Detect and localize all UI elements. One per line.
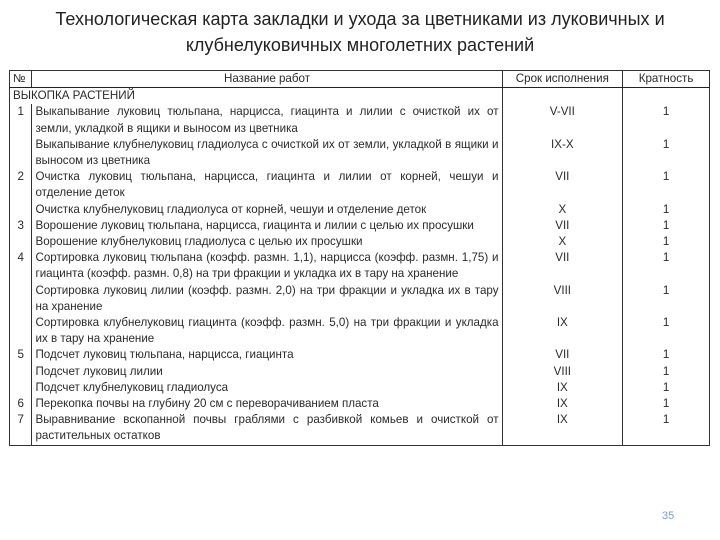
mult-cell: 1 [662, 316, 670, 330]
mult-cell: 1 [662, 283, 670, 297]
work-cell: Очистка луковиц тюльпана, нарцисса, гиацинта и лилии от корней, чешуи и отделение деток [32, 169, 502, 201]
work-cell: Подсчет луковиц тюльпана, нарцисса, гиацинта [32, 347, 502, 363]
table-row [10, 412, 710, 445]
row-number: 7 [10, 412, 32, 445]
table-row [10, 380, 710, 396]
row-number: 2 [10, 169, 32, 218]
section-title: ВЫКОПКА РАСТЕНИЙ [10, 88, 503, 105]
table-row [10, 315, 710, 347]
mult-cell: 1 [662, 202, 670, 216]
row-number: 5 [10, 347, 32, 396]
row-number: 3 [10, 218, 32, 250]
row-number: 1 [10, 104, 32, 169]
term-cell: X [502, 202, 623, 218]
work-cell: Сортировка луковиц лилии (коэфф. размн. 2,0) на три фракции и укладка их в тару на хранение [32, 283, 502, 315]
term-cell: VII [502, 250, 623, 282]
mult-cell: 1 [662, 413, 670, 427]
title-line-2: клубнелуковичных многолетних растений [185, 35, 535, 55]
term-cell: IX [502, 396, 623, 412]
table-row [10, 364, 710, 380]
term-cell: IX [502, 412, 623, 445]
work-cell: Сортировка клубнелуковиц гиацинта (коэфф. размн. 5,0) на три фракции и укладка их в тару на хранение [32, 315, 502, 347]
header-term: Срок исполнения [502, 71, 623, 88]
row-number: 6 [10, 396, 32, 412]
mult-cell: 1 [662, 364, 670, 378]
term-cell: IX-X [502, 137, 623, 169]
mult-cell: 1 [662, 235, 670, 249]
mult-cell: 1 [662, 170, 670, 184]
table-row [10, 347, 710, 363]
table-row [10, 250, 710, 282]
table-row [10, 218, 710, 234]
term-cell: VII [502, 218, 623, 234]
header-no: № [10, 71, 32, 88]
header-work: Название работ [32, 71, 502, 88]
mult-cell: 1 [662, 218, 670, 232]
section-row [10, 88, 710, 105]
table-row [10, 104, 710, 136]
page-number: 35 [662, 510, 675, 522]
section-term-empty [502, 88, 623, 105]
work-cell: Выравнивание вскопанной почвы граблями с разбивкой комьев и очисткой от растительных остатков [32, 412, 502, 445]
mult-cell: 1 [662, 251, 670, 265]
work-cell: Перекопка почвы на глубину 20 см с переворачиванием пласта [32, 396, 502, 412]
table-row [10, 202, 710, 218]
term-cell: VII [502, 169, 623, 201]
mult-cell: 1 [662, 105, 670, 119]
row-number: 4 [10, 250, 32, 347]
section-mult-empty [623, 88, 710, 105]
term-cell: IX [502, 315, 623, 347]
mult-cell: 1 [662, 137, 670, 151]
table-row [10, 137, 710, 169]
work-cell: Сортировка луковиц тюльпана (коэфф. размн. 1,1), нарцисса (коэфф. размн. 1,75) и гиацинта (коэфф. размн. 0,8) на три фракции и укладка их в тару на хранение [32, 250, 502, 282]
term-cell: V-VII [502, 104, 623, 136]
title-line-1: Технологическая карта закладки и ухода за цветниками из луковичных и [55, 9, 665, 29]
page-title [20, 6, 700, 58]
header-mult: Кратность [623, 71, 710, 88]
table-row [10, 396, 710, 412]
term-cell: IX [502, 380, 623, 396]
term-cell: VIII [502, 283, 623, 315]
work-cell: Выкапывание клубнелуковиц гладиолуса с очисткой их от земли, укладкой в ящики и выносом из цветника [32, 137, 502, 169]
tech-map-table [9, 70, 710, 446]
mult-cell: 1 [662, 397, 670, 411]
table-row [10, 169, 710, 201]
work-cell: Ворошение клубнелуковиц гладиолуса с целью их просушки [32, 234, 502, 250]
table-row [10, 283, 710, 315]
mult-cell: 1 [662, 380, 670, 394]
term-cell: VIII [502, 364, 623, 380]
work-cell: Выкапывание луковиц тюльпана, нарцисса, гиацинта и лилии с очисткой их от земли, укладкой в ящики и выносом из цветника [32, 104, 502, 136]
table-row [10, 234, 710, 250]
mult-cell: 1 [662, 348, 670, 362]
work-cell: Подсчет луковиц лилии [32, 364, 502, 380]
term-cell: X [502, 234, 623, 250]
table-header-row [10, 71, 710, 88]
work-cell: Очистка клубнелуковиц гладиолуса от корней, чешуи и отделение деток [32, 202, 502, 218]
work-cell: Подсчет клубнелуковиц гладиолуса [32, 380, 502, 396]
term-cell: VII [502, 347, 623, 363]
work-cell: Ворошение луковиц тюльпана, нарцисса, гиацинта и лилии с целью их просушки [32, 218, 502, 234]
